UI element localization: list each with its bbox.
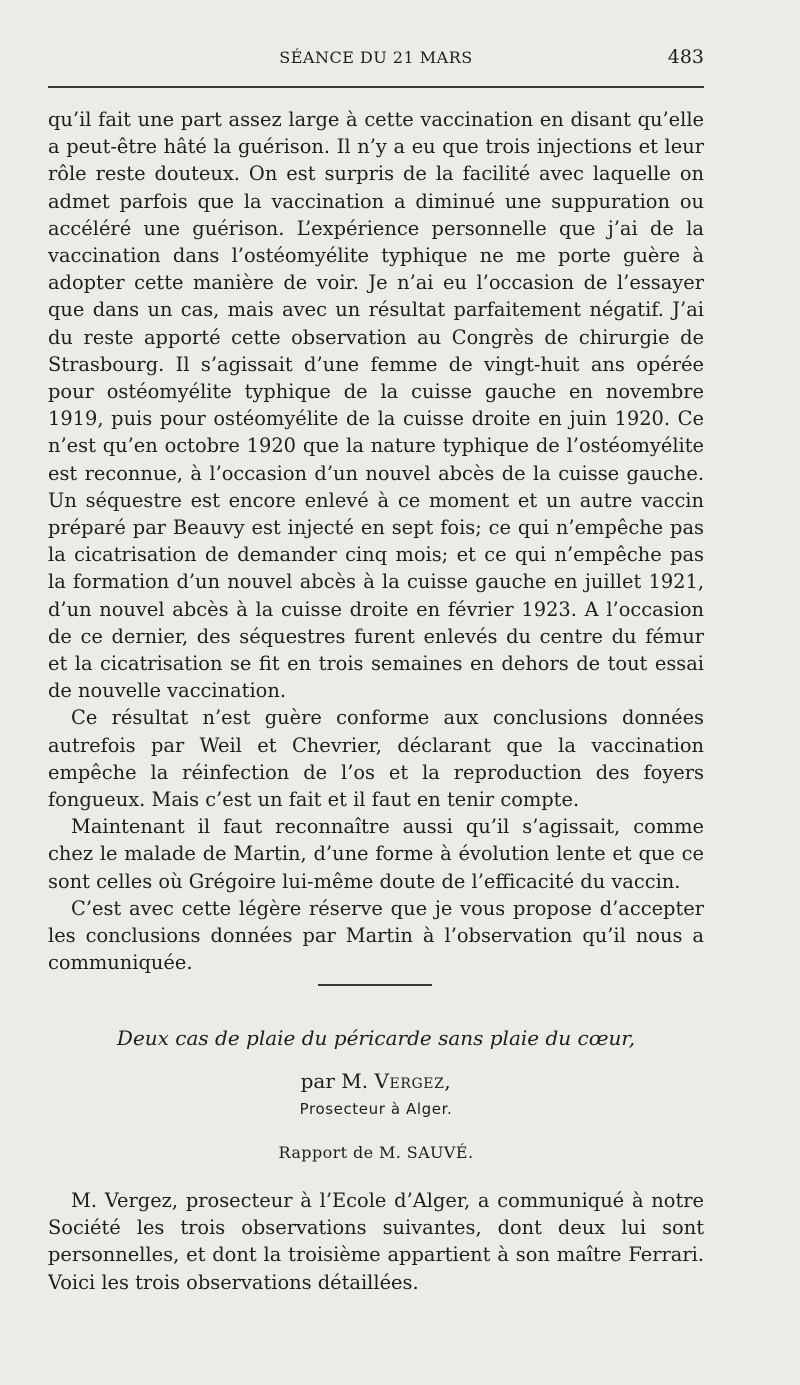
author-prefix: par M. <box>300 1069 369 1093</box>
header-rule <box>48 86 704 88</box>
author-name: Vergez, <box>374 1069 452 1093</box>
author-affiliation: Prosecteur à Alger. <box>299 1100 453 1118</box>
body-paragraph: Ce résultat n’est guère conforme aux conclusions données autrefois par Weil et Chevrier, déclarant que la vaccination empêche la réinfection de l’os et la reproduction des foyers fongueux. Mais c’est un fait et il faut en tenir compte. <box>48 706 704 812</box>
section-separator <box>318 984 432 986</box>
running-title: SÉANCE DU 21 MARS <box>279 48 473 67</box>
body-paragraph: Maintenant il faut reconnaître aussi qu’il s’agissait, comme chez le malade de Martin, d’une forme à évolution lente et que ce sont celles où Grégoire lui-même doute de l’efficacité du vaccin. <box>48 815 704 893</box>
article-author <box>48 1069 704 1093</box>
article-title: Deux cas de plaie du péricarde sans plaie du cœur, <box>116 1026 636 1050</box>
body-paragraph: qu’il fait une part assez large à cette vaccination en disant qu’elle a peut-être hâté la guérison. Il n’y a eu que trois injections et leur rôle reste douteux. On est surpris de la facilité avec laquelle on admet parfois que la vaccination a diminué une suppuration ou accéléré une guérison. L’expérience personnelle que j’ai de la vaccination dans l’ostéomyélite typhique ne me porte guère à adopter cette manière de voir. Je n’ai eu l’occasion de l’essayer que dans un cas, mais avec un résultat parfaitement négatif. J’ai du reste apporté cette observation au Congrès de chirurgie de Strasbourg. Il s’agissait d’une femme de vingt-huit ans opérée pour ostéomyélite typhique de la cuisse gauche en novembre 1919, puis pour ostéomyélite de la cuisse droite en juin 1920. Ce n’est qu’en octobre 1920 que la nature typhique de l’ostéomyélite est reconnue, à l’occasion d’un nouvel abcès de la cuisse gauche. Un séquestre est encore enlevé à ce moment et un autre vaccin préparé par Beauvy est injecté en sept fois; ce qui n’empêche pas la cicatrisation de demander cinq mois; et ce qui n’empêche pas la formation d’un nouvel abcès à la cuisse gauche en juillet 1921, d’un nouvel abcès à la cuisse droite en février 1923. A l’occasion de ce dernier, des séquestres furent enlevés du centre du fémur et la cicatrisation se fit en trois semaines en dehors de tout essai de nouvelle vaccination. <box>48 108 704 703</box>
body-text <box>48 106 704 977</box>
page-header <box>48 46 704 70</box>
report-line: Rapport de M. SAUVÉ. <box>278 1143 474 1162</box>
page-number: 483 <box>667 46 704 68</box>
body-paragraph: C’est avec cette légère réserve que je vous propose d’accepter les conclusions données par Martin à l’observation qu’il nous a communiquée. <box>48 896 704 975</box>
intro-paragraph: M. Vergez, prosecteur à l’Ecole d’Alger, a communiqué à notre Société les trois observations suivantes, dont deux lui sont personnelles, et dont la troisième appartient à son maître Ferrari. Voici les trois observations détaillées. <box>48 1189 704 1294</box>
article-intro <box>48 1187 704 1296</box>
